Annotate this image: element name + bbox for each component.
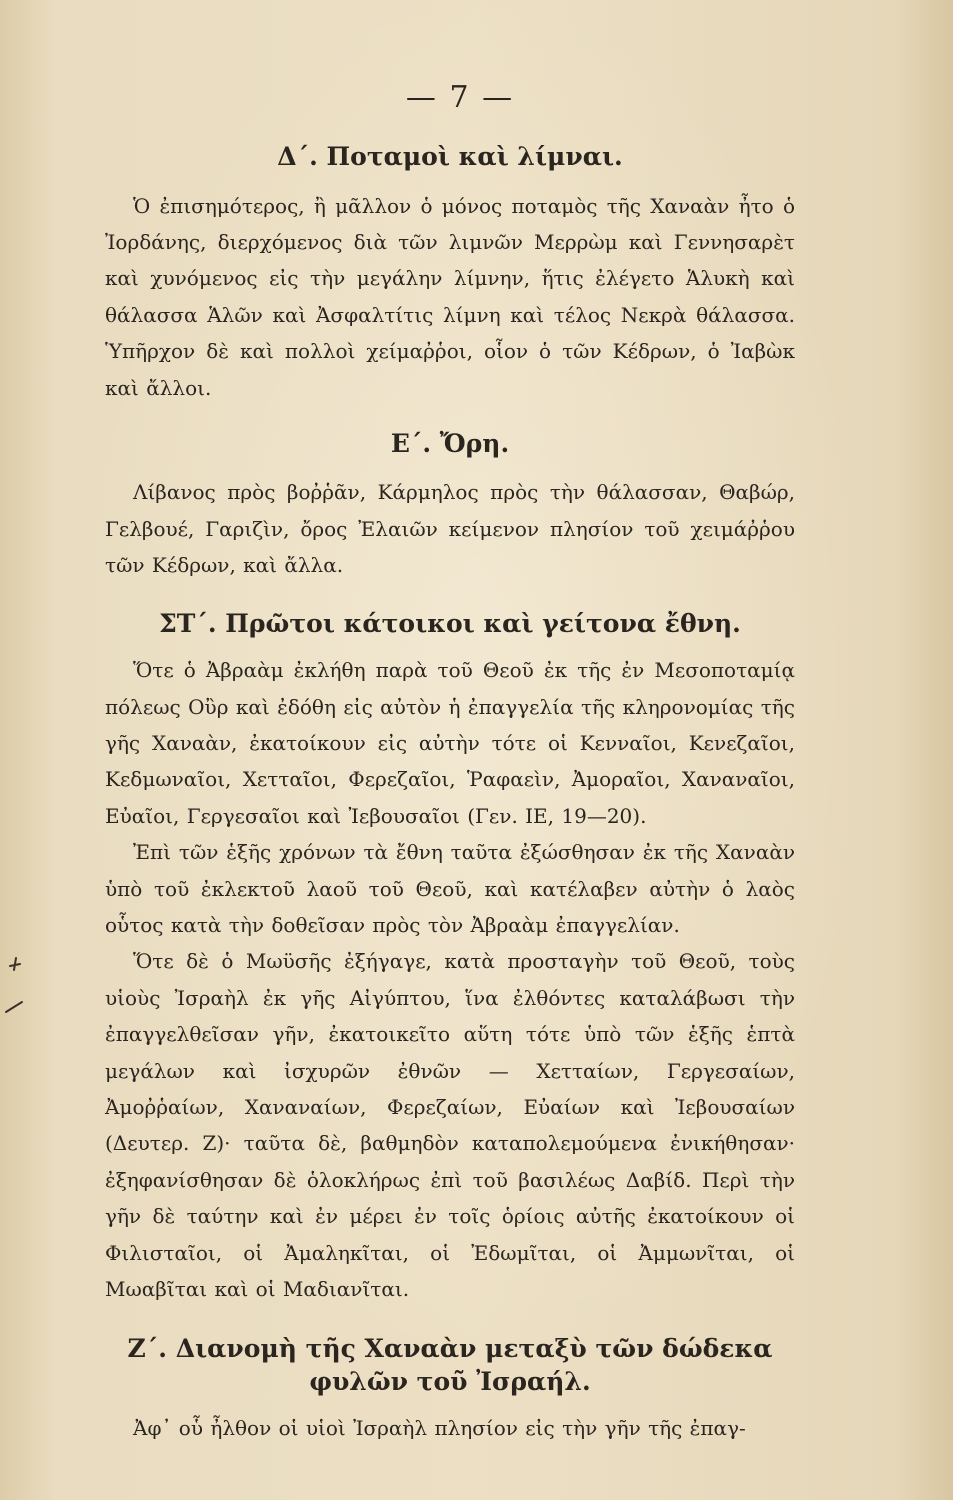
paragraph-inhabitants-1: Ὅτε ὁ Ἀβραὰμ ἐκλήθη παρὰ τοῦ Θεοῦ ἐκ τῆς ἐν Μεσοποταμίᾳ πόλεως Οὒρ καὶ ἐδόθη εἰς αὐτὸν ἡ ἐπαγγελία τῆς κληρονομίας τῆς γῆς Χαναὰν, ἐκατοίκουν εἰς αὐτὴν τότε οἱ Κενναῖοι, Κενεζαῖοι, Κεδμωναῖοι, Χετταῖοι, Φερεζαῖοι, Ῥαφαεὶν, Ἀμοραῖοι, Χαναναῖοι, Εὐαῖοι, Γεργεσαῖοι καὶ Ἰεβουσαῖοι (Γεν. ΙΕ, 19—20). — [105, 658, 795, 828]
paragraph-inhabitants-2: Ἐπὶ τῶν ἑξῆς χρόνων τὰ ἔθνη ταῦτα ἐξώσθησαν ἐκ τῆς Χαναὰν ὑπὸ τοῦ ἐκλεκτοῦ λαοῦ τοῦ Θεοῦ, καὶ κατέλαβεν αὐτὴν ὁ λαὸς οὗτος κατὰ τὴν δοθεῖσαν πρὸς τὸν Ἀβραὰμ ἐπαγγελίαν. — [105, 840, 795, 937]
section-heading-first-inhabitants: ΣΤ΄. Πρῶτοι κάτοικοι καὶ γείτονα ἔθνη. — [159, 608, 741, 638]
paragraph-mountains: Λίβανος πρὸς βοῤῥᾶν, Κάρμηλος πρὸς τὴν θάλασσαν, Θαβώρ, Γελβουέ, Γαριζὶν, ὄρος Ἐλαιῶν κείμενον πλησίον τοῦ χειμάῤῥου τῶν Κέδρων, καὶ ἄλλα. — [105, 480, 795, 578]
section-heading-rivers-lakes: Δ΄. Ποταμοὶ καὶ λίμναι. — [277, 142, 623, 171]
paragraph-inhabitants-3: Ὅτε δὲ ὁ Μωϋσῆς ἐξήγαγε, κατὰ προσταγὴν τοῦ Θεοῦ, τοὺς υἱοὺς Ἰσραὴλ ἐκ γῆς Αἰγύπτου, ἵνα ἐλθόντες καταλάβωσι τὴν ἐπαγγελθεῖσαν γῆν, ἐκατοικεῖτο αὕτη τότε ὑπὸ τῶν ἑξῆς ἑπτὰ μεγάλων καὶ ἰσχυρῶν ἐθνῶν — Χετταίων, Γεργεσαίων, Ἀμοῤῥαίων, Χαναναίων, Φερεζαίων, Εὐαίων καὶ Ἰεβουσαίων (Δευτερ. Ζ)· ταῦτα δὲ, βαθμηδὸν καταπολεμούμενα ἐνικήθησαν· ἐξηφανίσθησαν δὲ ὁλοκλήρως ἐπὶ τοῦ βασιλέως Δαβίδ. Περὶ τὴν γῆν δὲ ταύτην καὶ ἐν μέρει ἐν τοῖς ὁρίοις αὐτῆς ἐκατοίκουν οἱ Φιλισταῖοι, οἱ Ἀμαληκῖται, οἱ Ἐδωμῖται, οἱ Ἀμμωνῖται, οἱ Μωαβῖται καὶ οἱ Μαδιανῖται. — [105, 949, 795, 1302]
section-heading-division: Ζ΄. Διανομὴ τῆς Χαναὰν μεταξὺ τῶν δώδεκα φυλῶν τοῦ Ἰσραήλ. — [127, 1334, 773, 1396]
paragraph-rivers-lakes: Ὁ ἐπισημότερος, ἢ μᾶλλον ὁ μόνος ποταμὸς τῆς Χαναὰν ἦτο ὁ Ἰορδάνης, διερχόμενος διὰ τῶν λιμνῶν Μερρὼμ καὶ Γεννησαρὲτ καὶ χυνόμενος εἰς τὴν μεγάλην λίμνην, ἥτις ἐλέγετο Ἁλυκὴ καὶ θάλασσα Ἁλῶν καὶ Ἀσφαλτίτις λίμνη καὶ τέλος Νεκρὰ θάλασσα. Ὑπῆρχον δὲ καὶ πολλοὶ χείμαῤῥοι, οἷον ὁ τῶν Κέδρων, ὁ Ἰαβὼκ καὶ ἄλλοι. — [105, 193, 795, 400]
section-heading-mountains: Ε΄. Ὄρη. — [390, 428, 510, 458]
page-number: — 7 — — [405, 80, 515, 115]
page-text — [105, 80, 795, 1447]
pencil-margin-mark — [2, 950, 26, 1030]
paragraph-division: Ἀφ᾽ οὗ ἦλθον οἱ υἱοὶ Ἰσραὴλ πλησίον εἰς τὴν γῆν τῆς ἐπαγ- — [133, 1416, 746, 1441]
